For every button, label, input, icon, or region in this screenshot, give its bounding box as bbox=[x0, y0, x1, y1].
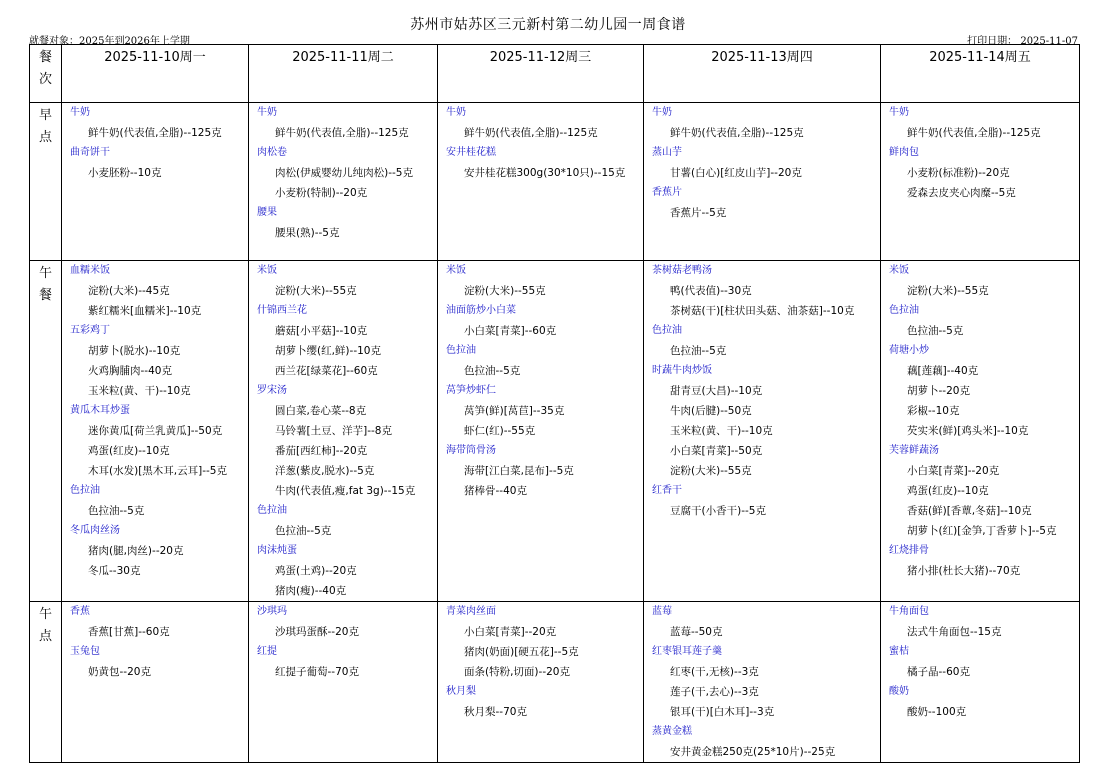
meal-label bbox=[30, 602, 62, 763]
dish-name: 米饭 bbox=[257, 265, 277, 276]
dish-name: 茶树菇老鸭汤 bbox=[652, 265, 712, 276]
ingredient-item: 红枣(干,无核)--3克 bbox=[670, 666, 759, 678]
meal-row bbox=[30, 602, 1080, 763]
ingredient-item: 肉松(伊威婴幼儿纯肉松)--5克 bbox=[275, 167, 413, 179]
dish-name: 黄瓜木耳炒蛋 bbox=[70, 405, 130, 416]
ingredient-item: 淀粉(大米)--55克 bbox=[464, 285, 546, 297]
dish-name: 血糯米饭 bbox=[70, 265, 110, 276]
menu-cell bbox=[249, 261, 438, 602]
dish-name: 安井桂花糕 bbox=[446, 147, 496, 158]
menu-cell bbox=[881, 602, 1080, 763]
dish-name: 色拉油 bbox=[257, 505, 287, 516]
meal-column-header bbox=[30, 45, 62, 103]
dish-name: 蜜桔 bbox=[889, 646, 909, 657]
ingredient-item: 淀粉(大米)--55克 bbox=[670, 465, 752, 477]
ingredient-item: 色拉油--5克 bbox=[464, 365, 521, 377]
meal-label-char: 餐 bbox=[38, 288, 52, 303]
dish-name: 荷塘小炒 bbox=[889, 345, 929, 356]
dish-name: 牛奶 bbox=[889, 107, 909, 118]
dish-name: 色拉油 bbox=[889, 305, 919, 316]
dish-name: 牛奶 bbox=[652, 107, 672, 118]
dish-name: 蓝莓 bbox=[652, 606, 672, 617]
ingredient-item: 木耳(水发)[黑木耳,云耳]--5克 bbox=[88, 465, 227, 477]
dish-name: 红烧排骨 bbox=[889, 545, 929, 556]
ingredient-item: 迷你黄瓜[荷兰乳黄瓜]--50克 bbox=[88, 425, 223, 437]
ingredient-item: 淀粉(大米)--45克 bbox=[88, 285, 170, 297]
ingredient-item: 莲子(干,去心)--3克 bbox=[670, 686, 759, 698]
ingredient-item: 猪肉(奶面)[硬五花]--5克 bbox=[464, 646, 579, 658]
ingredient-item: 鸡蛋(红皮)--10克 bbox=[88, 445, 170, 457]
meal-label-char: 早 bbox=[38, 108, 52, 123]
ingredient-item: 马铃薯[土豆、洋芋]--8克 bbox=[275, 425, 392, 437]
ingredient-item: 虾仁(红)--55克 bbox=[464, 425, 536, 437]
ingredient-item: 牛肉(后腱)--50克 bbox=[670, 405, 752, 417]
weekly-menu-table bbox=[29, 44, 1080, 763]
ingredient-item: 小麦胚粉--10克 bbox=[88, 167, 162, 179]
menu-cell bbox=[62, 602, 249, 763]
dish-name: 牛奶 bbox=[257, 107, 277, 118]
ingredient-item: 酸奶--100克 bbox=[907, 706, 967, 718]
menu-cell bbox=[249, 602, 438, 763]
menu-cell bbox=[881, 103, 1080, 261]
ingredient-item: 小白菜[青菜]--60克 bbox=[464, 325, 557, 337]
dish-name: 香蕉片 bbox=[652, 187, 682, 198]
ingredient-item: 猪肉(腿,肉丝)--20克 bbox=[88, 545, 184, 557]
ingredient-item: 莴笋(鲜)[莴苣]--35克 bbox=[464, 405, 565, 417]
header-row bbox=[30, 45, 1080, 103]
menu-cell bbox=[881, 261, 1080, 602]
ingredient-item: 芡实米(鲜)[鸡头米]--10克 bbox=[907, 425, 1029, 437]
dish-name: 曲奇饼干 bbox=[70, 147, 110, 158]
ingredient-item: 西兰花[绿菜花]--60克 bbox=[275, 365, 378, 377]
page-title: 苏州市姑苏区三元新村第二幼儿园一周食谱 bbox=[410, 17, 686, 33]
dish-name: 海带筒骨汤 bbox=[446, 445, 496, 456]
ingredient-item: 香蕉片--5克 bbox=[670, 207, 727, 219]
menu-cell bbox=[62, 261, 249, 602]
dish-name: 时蔬牛肉炒饭 bbox=[652, 365, 712, 376]
menu-cell bbox=[438, 261, 644, 602]
ingredient-item: 安井黄金糕250克(25*10片)--25克 bbox=[670, 746, 836, 758]
dish-name: 酸奶 bbox=[889, 686, 909, 697]
dish-name: 米饭 bbox=[446, 265, 466, 276]
ingredient-item: 淀粉(大米)--55克 bbox=[275, 285, 357, 297]
ingredient-item: 色拉油--5克 bbox=[88, 505, 145, 517]
ingredient-item: 淀粉(大米)--55克 bbox=[907, 285, 989, 297]
dish-name: 牛奶 bbox=[70, 107, 90, 118]
ingredient-item: 小麦粉(标准粉)--20克 bbox=[907, 167, 1010, 179]
ingredient-item: 鸭(代表值)--30克 bbox=[670, 285, 752, 297]
ingredient-item: 番茄[西红柿]--20克 bbox=[275, 445, 368, 457]
dish-name: 蒸山芋 bbox=[652, 147, 682, 158]
meal-label-char: 点 bbox=[38, 629, 52, 644]
ingredient-item: 奶黄包--20克 bbox=[88, 666, 151, 678]
meal-label-char: 点 bbox=[38, 130, 52, 145]
dish-name: 沙琪玛 bbox=[257, 606, 287, 617]
ingredient-item: 面条(特粉,切面)--20克 bbox=[464, 666, 570, 678]
ingredient-item: 冬瓜--30克 bbox=[88, 565, 141, 577]
dish-name: 米饭 bbox=[889, 265, 909, 276]
ingredient-item: 鸡蛋(红皮)--10克 bbox=[907, 485, 989, 497]
dish-name: 什锦西兰花 bbox=[257, 305, 307, 316]
menu-cell bbox=[438, 103, 644, 261]
ingredient-item: 鲜牛奶(代表值,全脂)--125克 bbox=[275, 127, 409, 139]
ingredient-item: 猪小排(杜长大猪)--70克 bbox=[907, 565, 1021, 577]
ingredient-item: 鲜牛奶(代表值,全脂)--125克 bbox=[464, 127, 598, 139]
menu-cell bbox=[62, 103, 249, 261]
ingredient-item: 圆白菜,卷心菜--8克 bbox=[275, 405, 367, 417]
ingredient-item: 洋葱(紫皮,脱水)--5克 bbox=[275, 465, 375, 477]
ingredient-item: 彩椒--10克 bbox=[907, 405, 960, 417]
dish-name: 红香干 bbox=[652, 485, 682, 496]
ingredient-item: 鲜牛奶(代表值,全脂)--125克 bbox=[88, 127, 222, 139]
ingredient-item: 猪棒骨--40克 bbox=[464, 485, 527, 497]
dish-name: 鲜肉包 bbox=[889, 147, 919, 158]
meal-row bbox=[30, 261, 1080, 602]
ingredient-item: 胡萝卜(红)[金笋,丁香萝卜]--5克 bbox=[907, 525, 1057, 537]
menu-cell bbox=[438, 602, 644, 763]
dish-name: 肉沫炖蛋 bbox=[257, 545, 297, 556]
ingredient-item: 茶树菇(干)[柱状田头菇、油茶菇]--10克 bbox=[670, 305, 855, 317]
day-header: 2025-11-11周二 bbox=[249, 45, 438, 103]
dish-name: 色拉油 bbox=[446, 345, 476, 356]
meal-label bbox=[30, 103, 62, 261]
menu-cell bbox=[644, 602, 881, 763]
ingredient-item: 甘薯(白心)[红皮山芋]--20克 bbox=[670, 167, 802, 179]
dish-name: 玉兔包 bbox=[70, 646, 100, 657]
ingredient-item: 海带[江白菜,昆布]--5克 bbox=[464, 465, 574, 477]
dish-name: 芙蓉鲜蔬汤 bbox=[889, 445, 939, 456]
ingredient-item: 猪肉(瘦)--40克 bbox=[275, 585, 347, 597]
ingredient-item: 色拉油--5克 bbox=[670, 345, 727, 357]
ingredient-item: 鲜牛奶(代表值,全脂)--125克 bbox=[670, 127, 804, 139]
ingredient-item: 爱森去皮夹心肉糜--5克 bbox=[907, 187, 1016, 199]
ingredient-item: 腰果(熟)--5克 bbox=[275, 227, 340, 239]
day-header: 2025-11-14周五 bbox=[881, 45, 1080, 103]
dish-name: 牛角面包 bbox=[889, 606, 929, 617]
menu-cell bbox=[644, 103, 881, 261]
corner-label-line: 餐 bbox=[38, 50, 52, 65]
ingredient-item: 香蕉[甘蕉]--60克 bbox=[88, 626, 170, 638]
meal-label-char: 午 bbox=[38, 266, 52, 281]
dish-name: 牛奶 bbox=[446, 107, 466, 118]
day-header: 2025-11-13周四 bbox=[644, 45, 881, 103]
dish-name: 色拉油 bbox=[70, 485, 100, 496]
menu-cell bbox=[644, 261, 881, 602]
ingredient-item: 小白菜[青菜]--20克 bbox=[464, 626, 557, 638]
ingredient-item: 蘑菇[小平菇]--10克 bbox=[275, 325, 368, 337]
ingredient-item: 胡萝卜(脱水)--10克 bbox=[88, 345, 181, 357]
corner-label-line: 次 bbox=[38, 72, 52, 87]
ingredient-item: 玉米粒(黄、干)--10克 bbox=[670, 425, 773, 437]
dish-name: 红枣银耳莲子羹 bbox=[652, 646, 722, 657]
ingredient-item: 牛肉(代表值,瘦,fat 3g)--15克 bbox=[275, 485, 416, 497]
meal-row bbox=[30, 103, 1080, 261]
dish-name: 香蕉 bbox=[70, 606, 90, 617]
ingredient-item: 小白菜[青菜]--50克 bbox=[670, 445, 763, 457]
ingredient-item: 红提子葡萄--70克 bbox=[275, 666, 359, 678]
ingredient-item: 火鸡胸脯肉--40克 bbox=[88, 365, 172, 377]
dish-name: 青菜肉丝面 bbox=[446, 606, 496, 617]
dish-name: 腰果 bbox=[257, 207, 277, 218]
ingredient-item: 色拉油--5克 bbox=[275, 525, 332, 537]
ingredient-item: 银耳(干)[白木耳]--3克 bbox=[670, 706, 775, 718]
ingredient-item: 香菇(鲜)[香蕈,冬菇]--10克 bbox=[907, 505, 1032, 517]
ingredient-item: 法式牛角面包--15克 bbox=[907, 626, 1002, 638]
dish-name: 罗宋汤 bbox=[257, 385, 287, 396]
print-date: 打印日期： 2025-11-07 bbox=[967, 36, 1078, 47]
day-header: 2025-11-10周一 bbox=[62, 45, 249, 103]
dish-name: 油面筋炒小白菜 bbox=[446, 305, 516, 316]
ingredient-item: 紫红糯米[血糯米]--10克 bbox=[88, 305, 202, 317]
ingredient-item: 秋月梨--70克 bbox=[464, 706, 527, 718]
dish-name: 秋月梨 bbox=[446, 686, 476, 697]
dish-name: 莴笋炒虾仁 bbox=[446, 385, 496, 396]
dish-name: 五彩鸡丁 bbox=[70, 325, 110, 336]
menu-cell bbox=[249, 103, 438, 261]
day-header: 2025-11-12周三 bbox=[438, 45, 644, 103]
ingredient-item: 鸡蛋(土鸡)--20克 bbox=[275, 565, 357, 577]
ingredient-item: 色拉油--5克 bbox=[907, 325, 964, 337]
ingredient-item: 安井桂花糕300g(30*10只)--15克 bbox=[464, 167, 626, 179]
ingredient-item: 甜青豆(大昌)--10克 bbox=[670, 385, 763, 397]
ingredient-item: 胡萝卜缨(红,鲜)--10克 bbox=[275, 345, 381, 357]
dining-target: 就餐对象：2025年到2026年上学期 bbox=[29, 36, 190, 47]
ingredient-item: 橘子晶--60克 bbox=[907, 666, 970, 678]
ingredient-item: 小白菜[青菜]--20克 bbox=[907, 465, 1000, 477]
ingredient-item: 蓝莓--50克 bbox=[670, 626, 723, 638]
dish-name: 红提 bbox=[257, 646, 277, 657]
ingredient-item: 鲜牛奶(代表值,全脂)--125克 bbox=[907, 127, 1041, 139]
ingredient-item: 沙琪玛蛋酥--20克 bbox=[275, 626, 359, 638]
ingredient-item: 玉米粒(黄、干)--10克 bbox=[88, 385, 191, 397]
dish-name: 蒸黄金糕 bbox=[652, 726, 692, 737]
meal-label-char: 午 bbox=[38, 607, 52, 622]
ingredient-item: 藕[莲藕]--40克 bbox=[907, 365, 979, 377]
ingredient-item: 胡萝卜--20克 bbox=[907, 385, 970, 397]
ingredient-item: 小麦粉(特制)--20克 bbox=[275, 187, 368, 199]
meal-label bbox=[30, 261, 62, 602]
dish-name: 色拉油 bbox=[652, 325, 682, 336]
dish-name: 肉松卷 bbox=[257, 147, 287, 158]
dish-name: 冬瓜肉丝汤 bbox=[70, 525, 120, 536]
ingredient-item: 豆腐干(小香干)--5克 bbox=[670, 505, 766, 517]
